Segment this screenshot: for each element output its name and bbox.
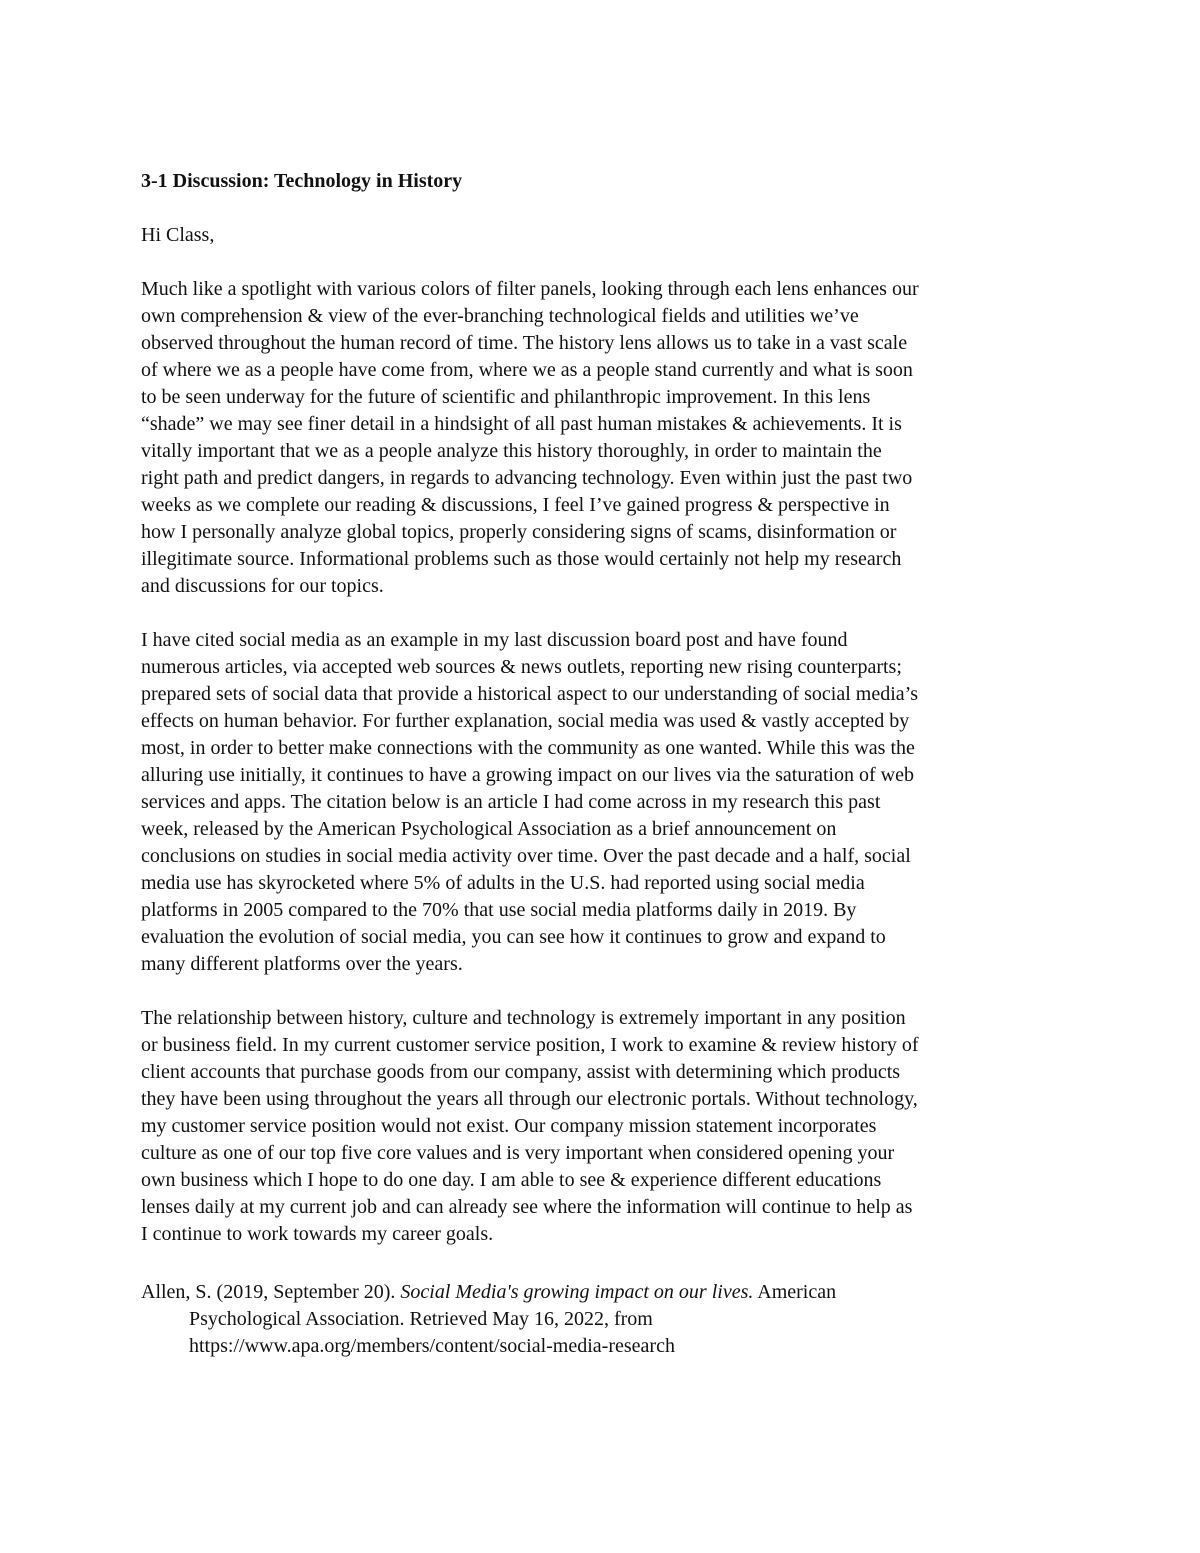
paragraph-line: alluring use initially, it continues to have a growing impact on our lives via the saturation of web <box>141 764 914 786</box>
paragraph-line: most, in order to better make connections with the community as one wanted. While this was the <box>141 737 915 759</box>
paragraph-line: media use has skyrocketed where 5% of adults in the U.S. had reported using social media <box>141 872 865 894</box>
paragraph-line: client accounts that purchase goods from our company, assist with determining which products <box>141 1061 901 1083</box>
paragraph-line: I have cited social media as an example in my last discussion board post and have found <box>141 629 848 651</box>
paragraph-line: The relationship between history, culture and technology is extremely important in any position <box>141 1007 906 1029</box>
citation-article-title: Social Media's growing impact on our lives. <box>400 1281 754 1303</box>
document-title: 3-1 Discussion: Technology in History <box>141 170 463 192</box>
paragraph-line: lenses daily at my current job and can already see where the information will continue to help as <box>141 1196 913 1218</box>
document-page <box>141 168 1071 1360</box>
paragraph-line: they have been using throughout the years all through our electronic portals. Without technology, <box>141 1088 918 1110</box>
paragraph-line: how I personally analyze global topics, properly considering signs of scams, disinformation or <box>141 521 897 543</box>
body-paragraphs <box>141 276 1071 1248</box>
paragraph-line: effects on human behavior. For further explanation, social media was used & vastly accepted by <box>141 710 910 732</box>
paragraph-line: to be seen underway for the future of scientific and philanthropic improvement. In this lens <box>141 386 871 408</box>
paragraph-line: Much like a spotlight with various colors of filter panels, looking through each lens enhances our <box>141 278 919 300</box>
body-paragraph <box>141 1005 1071 1248</box>
paragraph-line: evaluation the evolution of social media, you can see how it continues to grow and expand to <box>141 926 886 948</box>
citation-line-1 <box>141 1279 1071 1306</box>
citation-author-date: Allen, S. (2019, September 20). <box>141 1281 401 1303</box>
paragraph-line: prepared sets of social data that provide a historical aspect to our understanding of social media’s <box>141 683 918 705</box>
reference-citation <box>141 1279 1071 1360</box>
body-paragraph <box>141 627 1071 978</box>
paragraph-line: own business which I hope to do one day. I am able to see & experience different educations <box>141 1169 882 1191</box>
paragraph-line: and discussions for our topics. <box>141 575 384 597</box>
paragraph-line: many different platforms over the years. <box>141 953 463 975</box>
citation-line-2: Psychological Association. Retrieved May 16, 2022, from <box>189 1308 653 1330</box>
paragraph-line: “shade” we may see finer detail in a hindsight of all past human mistakes & achievements. It is <box>141 413 902 435</box>
paragraph-line: platforms in 2005 compared to the 70% that use social media platforms daily in 2019. By <box>141 899 857 921</box>
paragraph-line: conclusions on studies in social media activity over time. Over the past decade and a half, social <box>141 845 911 867</box>
paragraph-line: culture as one of our top five core values and is very important when considered opening your <box>141 1142 895 1164</box>
paragraph-line: right path and predict dangers, in regards to advancing technology. Even within just the past two <box>141 467 913 489</box>
paragraph-line: of where we as a people have come from, where we as a people stand currently and what is soon <box>141 359 913 381</box>
body-paragraph <box>141 276 1071 600</box>
paragraph-line: vitally important that we as a people analyze this history thoroughly, in order to maintain the <box>141 440 882 462</box>
paragraph-line: own comprehension & view of the ever-branching technological fields and utilities we’ve <box>141 305 859 327</box>
paragraph-line: observed throughout the human record of time. The history lens allows us to take in a vast scale <box>141 332 908 354</box>
paragraph-line: numerous articles, via accepted web sources & news outlets, reporting new rising counterparts; <box>141 656 902 678</box>
paragraph-line: or business field. In my current customer service position, I work to examine & review history of <box>141 1034 919 1056</box>
paragraph-line: illegitimate source. Informational problems such as those would certainly not help my research <box>141 548 902 570</box>
greeting: Hi Class, <box>141 224 215 246</box>
paragraph-line: my customer service position would not exist. Our company mission statement incorporates <box>141 1115 877 1137</box>
paragraph-line: week, released by the American Psychological Association as a brief announcement on <box>141 818 837 840</box>
citation-url: https://www.apa.org/members/content/social-media-research <box>189 1335 675 1357</box>
paragraph-line: services and apps. The citation below is an article I had come across in my research this past <box>141 791 881 813</box>
paragraph-line: weeks as we complete our reading & discussions, I feel I’ve gained progress & perspective in <box>141 494 890 516</box>
paragraph-line: I continue to work towards my career goals. <box>141 1223 494 1245</box>
citation-publisher-start: American <box>753 1281 837 1303</box>
